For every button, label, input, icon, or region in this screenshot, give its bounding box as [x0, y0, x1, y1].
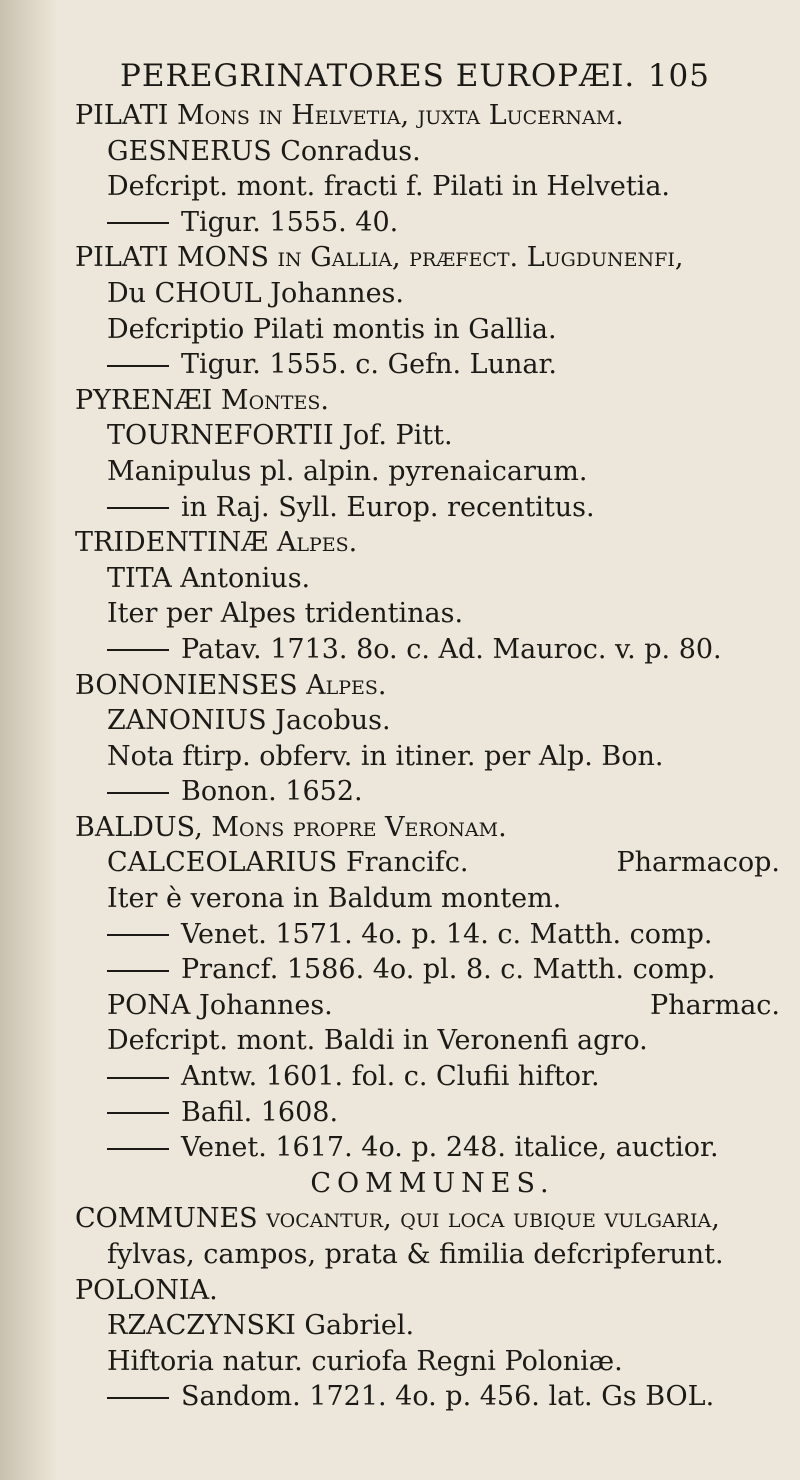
- author-line: [75, 845, 790, 881]
- line-text: PONA Johannes.: [107, 989, 333, 1021]
- line-text: Sandom. 1721. 4o. p. 456. lat. Gs BOL.: [181, 1381, 715, 1413]
- line-text: BONONIENSES Alpes.: [75, 669, 387, 701]
- line-text: COMMUNES vocantur, qui loca ubique vulgaria,: [75, 1203, 720, 1235]
- line-text: Venet. 1617. 4o. p. 248. italice, auctior.: [181, 1132, 719, 1164]
- line-text: PYRENÆI Montes.: [75, 384, 329, 416]
- description-line: [75, 881, 790, 917]
- description-line: [75, 1344, 790, 1380]
- edition-line: [75, 632, 790, 668]
- line-text: Venet. 1571. 4o. p. 14. c. Matth. comp.: [181, 918, 713, 950]
- running-title: PEREGRINATORES EUROPÆI.: [120, 58, 636, 94]
- line-text: CALCEOLARIUS Francifc.: [107, 847, 469, 879]
- line-text: TOURNEFORTII Jof. Pitt.: [107, 420, 453, 452]
- line-text: Bonon. 1652.: [181, 776, 363, 808]
- ditto-dash: [107, 507, 169, 509]
- profession-note: Pharmacop.: [616, 847, 780, 879]
- edition-line: [75, 1130, 790, 1166]
- line-text: RZACZYNSKI Gabriel.: [107, 1310, 415, 1342]
- author-line: [75, 134, 790, 170]
- ditto-dash: [107, 365, 169, 367]
- edition-line: [75, 347, 790, 383]
- edition-line: [75, 774, 790, 810]
- entry-heading: [75, 1201, 790, 1237]
- ditto-dash: [107, 1112, 169, 1114]
- line-text: PILATI Mons in Helvetia, juxta Lucernam.: [75, 100, 624, 131]
- ditto-dash: [107, 649, 169, 651]
- line-text: Prancf. 1586. 4o. pl. 8. c. Matth. comp.: [181, 954, 716, 986]
- section-heading: [75, 1166, 790, 1202]
- ditto-dash: [107, 934, 169, 936]
- description-line: [75, 1023, 790, 1059]
- ditto-dash: [107, 1397, 169, 1399]
- line-text: BALDUS, Mons propre Veronam.: [75, 811, 507, 843]
- line-text: Hiftoria natur. curiofa Regni Poloniæ.: [107, 1345, 623, 1377]
- line-text: PILATI MONS in Gallia, præfect. Lugdunenfi,: [75, 242, 684, 274]
- page-number: 105: [647, 58, 710, 94]
- description-line: [75, 169, 790, 205]
- line-text: Du CHOUL Johannes.: [107, 277, 404, 309]
- description-line: [75, 739, 790, 775]
- line-text: Defcript. mont. Baldi in Veronenfi agro.: [107, 1025, 648, 1057]
- line-text: TITA Antonius.: [107, 562, 311, 594]
- line-text: TRIDENTINÆ Alpes.: [75, 527, 358, 559]
- edition-line: [75, 917, 790, 953]
- description-line: [75, 1237, 790, 1273]
- line-text: Manipulus pl. alpin. pyrenaicarum.: [107, 455, 588, 487]
- description-line: [75, 312, 790, 348]
- line-text: Antw. 1601. fol. c. Clufii hiftor.: [181, 1061, 600, 1093]
- line-text: Defcriptio Pilati montis in Gallia.: [107, 313, 557, 345]
- edition-line: [75, 1379, 790, 1415]
- page-gutter-shadow: [0, 0, 58, 1480]
- line-text: COMMUNES.: [310, 1167, 555, 1199]
- entry-heading: [75, 383, 790, 419]
- line-text: POLONIA.: [75, 1274, 218, 1306]
- entry-heading: [75, 240, 790, 276]
- edition-line: [75, 205, 790, 241]
- author-line: [75, 703, 790, 739]
- line-text: Tigur. 1555. c. Gefn. Lunar.: [181, 349, 558, 381]
- author-line: [75, 561, 790, 597]
- line-text: Iter è verona in Baldum montem.: [107, 883, 562, 915]
- description-line: [75, 596, 790, 632]
- edition-line: [75, 490, 790, 526]
- entry-heading: [75, 1273, 790, 1309]
- edition-line: [75, 952, 790, 988]
- description-line: [75, 454, 790, 490]
- ditto-dash: [107, 222, 169, 224]
- ditto-dash: [107, 1077, 169, 1079]
- entry-heading: [75, 98, 790, 134]
- line-text: Nota ftirp. obferv. in itiner. per Alp. Bon.: [107, 740, 664, 772]
- line-text: Tigur. 1555. 40.: [181, 206, 399, 238]
- edition-line: [75, 1059, 790, 1095]
- author-line: [75, 1308, 790, 1344]
- ditto-dash: [107, 1148, 169, 1150]
- line-text: in Raj. Syll. Europ. recentitus.: [181, 491, 595, 523]
- line-text: GESNERUS Conradus.: [107, 135, 421, 167]
- author-line: [75, 418, 790, 454]
- entry-heading: [75, 525, 790, 561]
- catalog-body: [75, 98, 790, 1415]
- ditto-dash: [107, 792, 169, 794]
- line-text: Bafil. 1608.: [181, 1096, 339, 1128]
- line-text: Iter per Alpes tridentinas.: [107, 598, 464, 630]
- profession-note: Pharmac.: [650, 989, 780, 1021]
- entry-heading: [75, 668, 790, 704]
- entry-heading: [75, 810, 790, 846]
- line-text: fylvas, campos, prata & fimilia defcripferunt.: [107, 1239, 724, 1270]
- page-header: [120, 58, 710, 102]
- edition-line: [75, 1095, 790, 1131]
- line-text: Defcript. mont. fracti f. Pilati in Helvetia.: [107, 171, 670, 203]
- author-line: [75, 276, 790, 312]
- line-text: ZANONIUS Jacobus.: [107, 705, 391, 737]
- author-line: [75, 988, 790, 1024]
- ditto-dash: [107, 970, 169, 972]
- line-text: Patav. 1713. 8o. c. Ad. Mauroc. v. p. 80.: [181, 633, 722, 665]
